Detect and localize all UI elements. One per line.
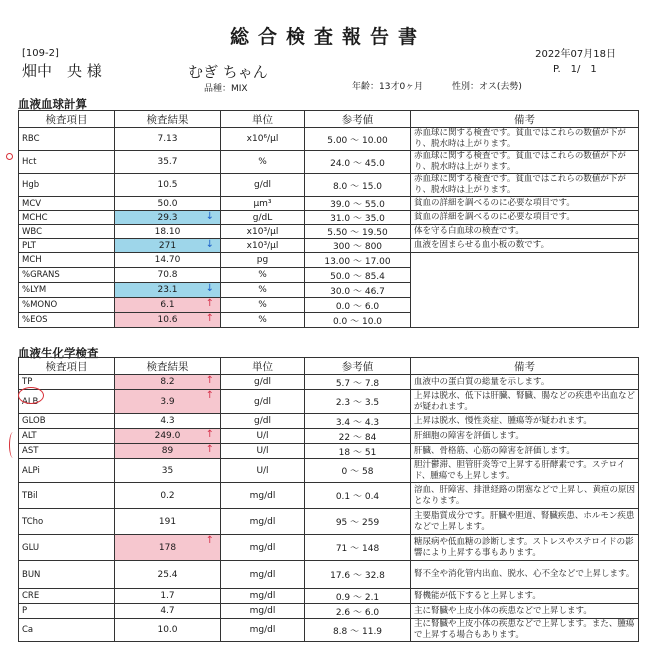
remark: 糖尿病や低血糖の診断します。ストレスやステロイドの影響により上昇する事もあります。 <box>411 535 639 561</box>
pen-mark-circle <box>18 387 44 404</box>
pen-mark-bracket <box>9 432 17 458</box>
test-result <box>115 390 221 414</box>
reference-range: 0.0 ～ 6.0 <box>305 298 411 313</box>
result-value: 10.5 <box>157 180 178 190</box>
test-item: BUN <box>19 561 115 589</box>
test-unit: U/l <box>221 444 305 459</box>
test-unit: g/dl <box>221 414 305 429</box>
test-unit: mg/dl <box>221 561 305 589</box>
table-row <box>19 211 639 225</box>
reference-range: 31.0 ～ 35.0 <box>305 211 411 225</box>
test-item: MCH <box>19 253 115 268</box>
table-row <box>19 128 639 151</box>
table-row <box>19 429 639 444</box>
remark: 上昇は脱水、慢性炎症、腫瘍等が疑われます。 <box>411 414 639 429</box>
table-row <box>19 589 639 604</box>
test-item: Ca <box>19 619 115 642</box>
test-result <box>115 444 221 459</box>
test-unit: mg/dl <box>221 535 305 561</box>
remark: 肝臓、骨格筋、心筋の障害を評価します。 <box>411 444 639 459</box>
page-number: P. 1/ 1 <box>553 64 597 75</box>
remark: 貧血の詳細を調べるのに必要な項目です。 <box>411 211 639 225</box>
remark: 血液を固まらせる血小板の数です。 <box>411 239 639 253</box>
owner-name: 畑中 央 様 <box>22 62 102 80</box>
reference-range: 50.0 ～ 85.4 <box>305 268 411 283</box>
result-value: 6.1 <box>160 300 175 310</box>
table-row <box>19 483 639 509</box>
test-unit: μm³ <box>221 197 305 211</box>
test-result <box>115 239 221 253</box>
test-result <box>115 414 221 429</box>
test-result <box>115 128 221 151</box>
test-item: TP <box>19 375 115 390</box>
test-result <box>115 509 221 535</box>
arrow-down-icon: ↓ <box>205 239 214 250</box>
reference-range: 5.50 ～ 19.50 <box>305 225 411 239</box>
test-item: P <box>19 604 115 619</box>
reference-range: 0.0 ～ 10.0 <box>305 313 411 328</box>
reference-range: 0 ～ 58 <box>305 459 411 483</box>
test-result <box>115 619 221 642</box>
table-row <box>19 375 639 390</box>
reference-range: 3.4 ～ 4.3 <box>305 414 411 429</box>
remark: 溶血、肝障害、排泄経路の閉塞などで上昇し、黄疸の原因となります。 <box>411 483 639 509</box>
result-value: 191 <box>158 516 177 527</box>
remark: 上昇は脱水、低下は肝臓、腎臓、腸などの疾患や出血などが疑われます。 <box>411 390 639 414</box>
test-unit: % <box>221 151 305 174</box>
result-value: 271 <box>158 240 177 251</box>
arrow-up-icon: ↑ <box>205 298 214 309</box>
test-item: MCV <box>19 197 115 211</box>
test-item: ALT <box>19 429 115 444</box>
reference-range: 2.3 ～ 3.5 <box>305 390 411 414</box>
test-unit: % <box>221 313 305 328</box>
reference-range: 5.7 ～ 7.8 <box>305 375 411 390</box>
test-item: PLT <box>19 239 115 253</box>
table-row <box>19 509 639 535</box>
col-header-unit: 単位 <box>221 111 305 128</box>
reference-range: 22 ～ 84 <box>305 429 411 444</box>
test-result <box>115 429 221 444</box>
test-result <box>115 561 221 589</box>
test-result <box>115 174 221 197</box>
test-result <box>115 211 221 225</box>
test-result <box>115 604 221 619</box>
result-value: 0.2 <box>160 490 175 501</box>
test-unit: U/l <box>221 459 305 483</box>
test-unit: U/l <box>221 429 305 444</box>
age-label: 年齢：13才0ヶ月 <box>352 82 424 92</box>
table-row <box>19 444 639 459</box>
test-item: GLOB <box>19 414 115 429</box>
test-result <box>115 253 221 268</box>
table-row <box>19 174 639 197</box>
test-item: ALB <box>19 390 115 414</box>
arrow-up-icon: ↑ <box>205 444 214 455</box>
result-value: 4.3 <box>160 416 175 426</box>
test-unit: % <box>221 283 305 298</box>
remark: 貧血の詳細を調べるのに必要な項目です。 <box>411 197 639 211</box>
test-item: Hgb <box>19 174 115 197</box>
remark: 主に腎臓や上皮小体の疾患などで上昇します。また、腫瘍で上昇する場合もあります。 <box>411 619 639 642</box>
test-result <box>115 535 221 561</box>
table-header-row <box>19 358 639 375</box>
test-unit: pg <box>221 253 305 268</box>
test-unit: g/dl <box>221 174 305 197</box>
table-row <box>19 390 639 414</box>
arrow-up-icon: ↑ <box>205 429 214 440</box>
pet-name: むぎ ちゃん <box>188 63 268 81</box>
table-row <box>19 459 639 483</box>
reference-range: 5.00 ～ 10.00 <box>305 128 411 151</box>
remark <box>411 253 639 328</box>
remark: 胆汁鬱滞、胆管肝炎等で上昇する肝酵素です。ステロイド、腫瘍でも上昇します。 <box>411 459 639 483</box>
remark: 赤血球に関する検査です。貧血ではこれらの数値が下がり、脱水時は上がります。 <box>411 174 639 197</box>
test-result <box>115 483 221 509</box>
test-item: MCHC <box>19 211 115 225</box>
record-code: [109-2] <box>22 48 59 59</box>
test-item: Hct <box>19 151 115 174</box>
pen-mark-dot <box>6 153 13 160</box>
result-value: 249.0 <box>154 431 181 441</box>
result-value: 35.7 <box>157 157 178 167</box>
remark: 赤血球に関する検査です。貧血ではこれらの数値が下がり、脱水時は上がります。 <box>411 128 639 151</box>
test-unit: mg/dl <box>221 619 305 642</box>
test-unit: g/dl <box>221 390 305 414</box>
test-unit: x10³/μl <box>221 225 305 239</box>
result-value: 70.8 <box>157 270 178 280</box>
col-header-result: 検査結果 <box>115 358 221 375</box>
reference-range: 13.00 ～ 17.00 <box>305 253 411 268</box>
test-unit: x10³/μl <box>221 239 305 253</box>
result-value: 50.0 <box>157 198 178 209</box>
result-value: 35 <box>161 465 174 476</box>
report-title: 総合検査報告書 <box>229 26 426 48</box>
test-item: %EOS <box>19 313 115 328</box>
test-unit: mg/dl <box>221 483 305 509</box>
test-item: %GRANS <box>19 268 115 283</box>
col-header-reference: 参考値 <box>305 358 411 375</box>
test-result <box>115 459 221 483</box>
table-row <box>19 197 639 211</box>
reference-range: 17.6 ～ 32.8 <box>305 561 411 589</box>
reference-range: 30.0 ～ 46.7 <box>305 283 411 298</box>
col-header-unit: 単位 <box>221 358 305 375</box>
table-header-row <box>19 111 639 128</box>
result-value: 18.10 <box>154 226 181 237</box>
col-header-note: 備考 <box>411 358 639 375</box>
test-result <box>115 589 221 604</box>
result-value: 1.7 <box>160 591 175 601</box>
result-value: 4.7 <box>160 606 175 616</box>
reference-range: 0.1 ～ 0.4 <box>305 483 411 509</box>
result-value: 23.1 <box>157 285 178 295</box>
test-result <box>115 151 221 174</box>
result-value: 178 <box>158 542 177 553</box>
test-unit: mg/dl <box>221 604 305 619</box>
col-header-item: 検査項目 <box>19 358 115 375</box>
test-unit: % <box>221 298 305 313</box>
table-row <box>19 151 639 174</box>
result-value: 14.70 <box>154 255 181 265</box>
test-result <box>115 375 221 390</box>
col-header-item: 検査項目 <box>19 111 115 128</box>
table-row <box>19 414 639 429</box>
table-row <box>19 253 639 268</box>
remark: 腎機能が低下すると上昇します。 <box>411 589 639 604</box>
test-result <box>115 313 221 328</box>
test-item: CRE <box>19 589 115 604</box>
result-value: 89 <box>161 446 174 456</box>
remark: 体を守る白血球の検査です。 <box>411 225 639 239</box>
test-item: TBil <box>19 483 115 509</box>
col-header-reference: 参考値 <box>305 111 411 128</box>
test-item: WBC <box>19 225 115 239</box>
test-result <box>115 298 221 313</box>
reference-range: 300 ～ 800 <box>305 239 411 253</box>
test-item: GLU <box>19 535 115 561</box>
col-header-note: 備考 <box>411 111 639 128</box>
test-unit: x10⁶/μl <box>221 128 305 151</box>
test-result <box>115 268 221 283</box>
reference-range: 24.0 ～ 45.0 <box>305 151 411 174</box>
arrow-up-icon: ↑ <box>205 390 214 401</box>
test-item: AST <box>19 444 115 459</box>
test-result <box>115 197 221 211</box>
test-result <box>115 225 221 239</box>
biochem-section-title: 血液生化学検査 <box>18 346 99 360</box>
table-row <box>19 225 639 239</box>
table-row <box>19 619 639 642</box>
blood-cell-section-title: 血液血球計算 <box>18 97 87 111</box>
col-header-result: 検査結果 <box>115 111 221 128</box>
breed-label: 品種：MIX <box>204 84 248 94</box>
remark: 腎不全や消化管内出血、脱水、心不全などで上昇します。 <box>411 561 639 589</box>
test-item: ALPi <box>19 459 115 483</box>
result-value: 29.3 <box>157 212 178 223</box>
result-value: 7.13 <box>157 134 178 144</box>
table-row <box>19 561 639 589</box>
test-item: %MONO <box>19 298 115 313</box>
test-unit: g/dl <box>221 375 305 390</box>
test-unit: mg/dl <box>221 509 305 535</box>
remark: 肝細胞の障害を評価します。 <box>411 429 639 444</box>
table-row <box>19 604 639 619</box>
reference-range: 18 ～ 51 <box>305 444 411 459</box>
remark: 血液中の蛋白質の総量を示します。 <box>411 375 639 390</box>
reference-range: 8.8 ～ 11.9 <box>305 619 411 642</box>
reference-range: 8.0 ～ 15.0 <box>305 174 411 197</box>
arrow-down-icon: ↓ <box>205 283 214 294</box>
table-row <box>19 239 639 253</box>
arrow-up-icon: ↑ <box>205 375 214 386</box>
biochem-table <box>18 357 639 642</box>
reference-range: 0.9 ～ 2.1 <box>305 589 411 604</box>
reference-range: 2.6 ～ 6.0 <box>305 604 411 619</box>
result-value: 25.4 <box>157 569 178 580</box>
arrow-up-icon: ↑ <box>205 313 214 324</box>
test-item: TCho <box>19 509 115 535</box>
arrow-down-icon: ↓ <box>205 211 214 222</box>
blood-cell-table <box>18 110 639 328</box>
result-value: 10.0 <box>157 625 178 635</box>
test-result <box>115 283 221 298</box>
remark: 赤血球に関する検査です。貧血ではこれらの数値が下がり、脱水時は上がります。 <box>411 151 639 174</box>
table-row <box>19 535 639 561</box>
remark: 主要脂質成分です。肝臓や胆道、腎臓疾患、ホルモン疾患などで上昇します。 <box>411 509 639 535</box>
test-item: RBC <box>19 128 115 151</box>
result-value: 8.2 <box>160 377 175 387</box>
reference-range: 39.0 ～ 55.0 <box>305 197 411 211</box>
test-item: %LYM <box>19 283 115 298</box>
sex-label: 性別：オス(去勢) <box>452 82 522 92</box>
remark: 主に腎臓や上皮小体の疾患などで上昇します。 <box>411 604 639 619</box>
reference-range: 95 ～ 259 <box>305 509 411 535</box>
test-unit: mg/dl <box>221 589 305 604</box>
result-value: 3.9 <box>160 396 175 407</box>
arrow-up-icon: ↑ <box>205 535 214 546</box>
reference-range: 71 ～ 148 <box>305 535 411 561</box>
report-date: 2022年07月18日 <box>535 49 616 60</box>
test-unit: g/dL <box>221 211 305 225</box>
test-unit: % <box>221 268 305 283</box>
result-value: 10.6 <box>157 315 178 325</box>
